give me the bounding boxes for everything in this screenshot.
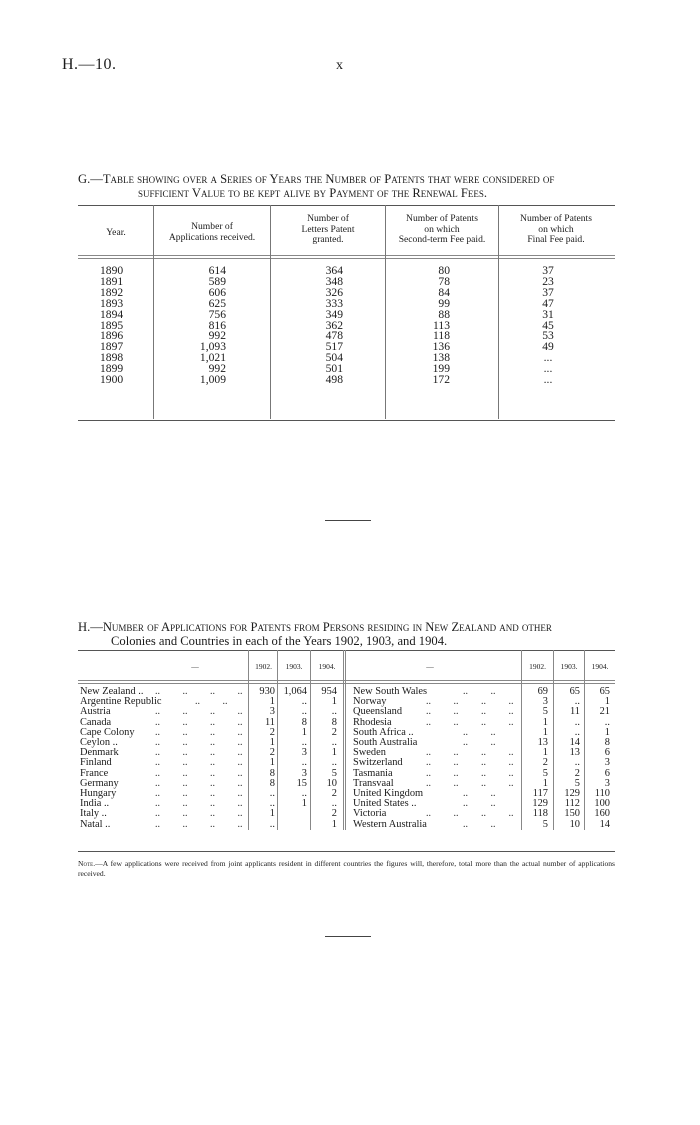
table-g-final: 49 xyxy=(542,340,554,354)
leader-dots: .. .. .. .. xyxy=(155,686,243,697)
table-g-applications: 614 xyxy=(208,264,226,277)
table-h-left-country: Argentine Republic xyxy=(80,696,162,708)
table-g-letters: 349 xyxy=(325,307,343,321)
table-h-right-country: Switzerland xyxy=(353,757,403,769)
table-g-final: ... xyxy=(543,351,553,365)
table-h-title-line1: H.—Number of Applications for Patents from Persons residing in New Zealand and other xyxy=(78,620,552,634)
table-h-left-1904: 954 xyxy=(321,686,337,697)
table-g-header-final: Number of Patents on which Final Fee paid. xyxy=(520,213,592,245)
table-g-year: 1891 xyxy=(100,274,124,288)
table-h-right-1903: 5 xyxy=(574,777,580,789)
table-g-header-letters: Number of Letters Patent granted. xyxy=(301,213,355,245)
leader-dots: .. .. .. .. xyxy=(155,818,243,830)
table-h-left-1903: .. xyxy=(301,757,307,769)
table-h-left-1904: 2 xyxy=(331,808,337,820)
table-g-year: 1893 xyxy=(100,296,124,310)
table-h-left-1903: 3 xyxy=(301,767,307,779)
table-h-divider xyxy=(343,650,344,830)
table-h-left-1904: 2 xyxy=(331,726,337,738)
table-h-right-1903: 10 xyxy=(569,818,580,830)
table-h-right-1902: 69 xyxy=(537,686,548,697)
table-g-title xyxy=(78,172,613,200)
table-h-right-1902: 5 xyxy=(542,767,548,779)
table-h-right-country: South Africa .. xyxy=(353,726,414,738)
table-h-header-1903-right: 1903. xyxy=(560,662,578,671)
table-g-header-applications: Number of Applications received. xyxy=(168,221,256,243)
table-h-right-1904: 1 xyxy=(604,726,610,738)
table-h-left-1902: .. xyxy=(269,788,275,799)
table-h-right-1904: 160 xyxy=(594,808,610,820)
table-g-header-second-term: Number of Patents on which Second-term Fee paid. xyxy=(398,213,486,245)
table-h-right-1904: 110 xyxy=(594,788,610,799)
table-g-year: 1895 xyxy=(100,318,124,332)
table-g-year: 1900 xyxy=(100,373,124,386)
table-h-right-1904: 21 xyxy=(599,706,610,718)
leader-dots: .. .. .. .. xyxy=(155,788,243,799)
table-g-header-year: Year. xyxy=(106,227,126,238)
table-g-year: 1896 xyxy=(100,329,124,343)
table-h-right-1904: 6 xyxy=(604,767,610,779)
section-divider xyxy=(325,520,371,521)
table-h-right-country: Queensland xyxy=(353,706,403,718)
leader-dots: .. .. .. .. xyxy=(155,808,243,820)
leader-dots: .. .. .. .. xyxy=(426,808,514,820)
table-h-left-1902: 3 xyxy=(269,706,275,718)
table-g-second-term: 88 xyxy=(438,307,450,321)
table-g-title-line2: sufficient Value to be kept alive by Payment of the Renewal Fees. xyxy=(138,186,488,200)
table-h-left-1902: 2 xyxy=(269,747,275,759)
table-g-year: 1892 xyxy=(100,285,124,299)
leader-dots: .. .. .. .. xyxy=(155,737,243,748)
table-g-applications: 606 xyxy=(208,285,226,299)
table-h-right-1903: .. xyxy=(574,726,580,738)
table-h-left-country: Ceylon .. xyxy=(80,737,118,748)
leader-dots: .. .. .. .. xyxy=(426,706,514,718)
table-h-right-1902: 1 xyxy=(542,726,548,738)
table-h-divider xyxy=(345,650,346,830)
table-h-left-1902: .. xyxy=(269,798,275,810)
table-h-left-country: New Zealand .. xyxy=(80,686,144,697)
table-h-header-right-dash: — xyxy=(426,662,434,671)
table-h-header-1903-left: 1903. xyxy=(285,662,303,671)
table-h-right-1903: 13 xyxy=(569,747,580,759)
table-h-right-country: Norway xyxy=(353,696,387,708)
table-h-left-country: Natal .. xyxy=(80,818,111,830)
table-h-right-1903: 2 xyxy=(574,767,580,779)
table-h-right-country: Western Australia xyxy=(353,818,427,830)
leader-dots: .. .. .. .. xyxy=(426,696,514,708)
table-h-right-country: United Kingdom xyxy=(353,788,424,799)
table-g-letters: 362 xyxy=(325,318,343,332)
table-h-left-1903: 1 xyxy=(301,726,307,738)
table-h-left-1903: .. xyxy=(301,737,307,748)
table-h-right-1903: 11 xyxy=(569,706,580,718)
table-h-left-1904: 8 xyxy=(331,716,337,728)
table-g-second-term: 199 xyxy=(432,362,450,376)
table-h-right-1904: 1 xyxy=(604,696,610,708)
table-g-applications: 1,093 xyxy=(199,340,226,354)
table-h-right-1904: 65 xyxy=(599,686,610,697)
table-h-left-1902: 2 xyxy=(269,726,275,738)
table-h-left-1902: 11 xyxy=(264,716,275,728)
table-g-second-term: 80 xyxy=(438,264,450,277)
table-g-header-rule xyxy=(78,255,615,256)
table-h-divider xyxy=(584,650,585,830)
table-h-right-1904: 8 xyxy=(604,737,610,748)
table-h-right-1904: 100 xyxy=(594,798,610,810)
table-h-right-1902: 5 xyxy=(542,706,548,718)
table-h-left-1903: 3 xyxy=(301,747,307,759)
table-h-left-1902: 930 xyxy=(259,686,275,697)
leader-dots: .. .. .. .. xyxy=(155,767,243,779)
table-h-left-1902: 1 xyxy=(269,737,275,748)
table-h-left-country: Germany xyxy=(80,777,119,789)
table-h-left-country: Italy .. xyxy=(80,808,107,820)
leader-dots: .. .. .. .. xyxy=(155,747,243,759)
table-h-left-1904: .. xyxy=(331,757,337,769)
table-h-right-country: Transvaal xyxy=(353,777,394,789)
leader-dots: .. .. xyxy=(195,696,228,708)
leader-dots: .. .. .. .. xyxy=(426,747,514,759)
table-h-divider xyxy=(310,650,311,830)
table-g-second-term: 113 xyxy=(433,318,450,332)
table-h-right-1902: 5 xyxy=(542,818,548,830)
leader-dots: .. .. .. .. xyxy=(155,757,243,769)
table-g-top-rule xyxy=(78,205,615,206)
table-g-second-term: 78 xyxy=(438,274,450,288)
table-h-left-country: Austria xyxy=(80,706,111,718)
table-h-header-1902-left: 1902. xyxy=(255,662,272,671)
table-g-applications: 756 xyxy=(208,307,226,321)
table-h-bottom-rule xyxy=(78,851,615,852)
table-h-left-1904: 2 xyxy=(331,788,337,799)
table-h-left-country: Denmark xyxy=(80,747,119,759)
leader-dots: .. .. xyxy=(463,818,496,830)
table-g-letters: 478 xyxy=(325,329,343,343)
table-h-left-1904: .. xyxy=(331,798,337,810)
leader-dots: .. .. xyxy=(463,798,496,810)
table-h-right-1904: 3 xyxy=(604,777,610,789)
table-g-final: 45 xyxy=(542,318,554,332)
table-g-final: 37 xyxy=(542,285,554,299)
table-g-final: ... xyxy=(543,362,553,376)
table-h-divider xyxy=(277,650,278,830)
table-g-year: 1898 xyxy=(100,351,124,365)
table-g-second-term: 84 xyxy=(438,285,450,299)
leader-dots: .. .. .. .. xyxy=(426,716,514,728)
table-g-divider xyxy=(498,205,499,419)
table-h-right-1902: 13 xyxy=(537,737,548,748)
table-h-right-1903: 112 xyxy=(564,798,580,810)
table-h-left-1902: 1 xyxy=(269,696,275,708)
table-h-header-1904-right: 1904. xyxy=(591,662,609,671)
leader-dots: .. .. .. .. xyxy=(426,757,514,769)
table-h-left-1903: 15 xyxy=(296,777,307,789)
table-h-left-country: France xyxy=(80,767,109,779)
table-h-right-country: Sweden xyxy=(353,747,386,759)
table-g-second-term: 136 xyxy=(432,340,450,354)
table-h-right-1904: 6 xyxy=(604,747,610,759)
table-h-left-1902: 8 xyxy=(269,767,275,779)
table-h-right-country: United States .. xyxy=(353,798,417,810)
table-g-year: 1899 xyxy=(100,362,124,376)
table-g-final: ... xyxy=(543,373,553,386)
leader-dots: .. .. .. .. xyxy=(155,716,243,728)
table-g-header-rule-2 xyxy=(78,258,615,259)
table-h-left-1902: 1 xyxy=(269,757,275,769)
table-h-right-country: South Australia xyxy=(353,737,418,748)
table-g-letters: 501 xyxy=(325,362,343,376)
leader-dots: .. .. xyxy=(463,686,496,697)
table-g-applications: 992 xyxy=(208,329,226,343)
table-h-right-1903: 65 xyxy=(569,686,580,697)
table-g-letters: 364 xyxy=(325,264,343,277)
table-g-divider xyxy=(153,205,154,419)
table-h-right-country: Victoria xyxy=(353,808,387,820)
table-h-header-1904-left: 1904. xyxy=(318,662,336,671)
table-g-final: 31 xyxy=(542,307,554,321)
table-g-final: 37 xyxy=(542,264,554,277)
table-h-left-1902: 8 xyxy=(269,777,275,789)
table-g-year: 1897 xyxy=(100,340,124,354)
table-g-title-line1: G.—Table showing over a Series of Years the Number of Patents that were considered of xyxy=(78,172,555,186)
leader-dots: .. .. .. .. xyxy=(426,777,514,789)
page-number: x xyxy=(336,58,343,73)
table-g-year: 1890 xyxy=(100,264,124,277)
table-g-divider xyxy=(270,205,271,419)
leader-dots: .. .. .. .. xyxy=(155,706,243,718)
table-h-left-country: Cape Colony xyxy=(80,726,135,738)
table-g-letters: 504 xyxy=(325,351,343,365)
table-h-title-line2: Colonies and Countries in each of the Years 1902, 1903, and 1904. xyxy=(111,634,448,648)
table-g-year: 1894 xyxy=(100,307,124,321)
table-g-applications: 625 xyxy=(208,296,226,310)
table-h-right-1902: 117 xyxy=(532,788,548,799)
table-h-right-1902: 1 xyxy=(542,777,548,789)
table-h-right-1902: 2 xyxy=(542,757,548,769)
table-h-left-1904: 1 xyxy=(331,818,337,830)
table-h-right-country: New South Wales xyxy=(353,686,428,697)
table-h-right-1904: 14 xyxy=(599,818,610,830)
table-h-left-1904: 1 xyxy=(331,696,337,708)
table-h-header-rule-2 xyxy=(78,683,615,684)
table-h-left-country: India .. xyxy=(80,798,110,810)
table-h-right-1903: .. xyxy=(574,696,580,708)
table-h-right-country: Tasmania xyxy=(353,767,393,779)
table-g-final: 47 xyxy=(542,296,554,310)
table-h-left-1902: .. xyxy=(269,818,275,830)
table-g-second-term: 172 xyxy=(432,373,450,386)
section-divider-bottom xyxy=(325,936,371,937)
table-g-divider xyxy=(385,205,386,419)
table-g-second-term: 99 xyxy=(438,296,450,310)
table-h-left-1902: 1 xyxy=(269,808,275,820)
table-h-left-1903: 1,064 xyxy=(283,686,307,697)
table-h-right-1903: .. xyxy=(574,716,580,728)
table-h-right-1903: 14 xyxy=(569,737,580,748)
table-h-left-1903: 1 xyxy=(301,798,307,810)
leader-dots: .. .. xyxy=(463,788,496,799)
table-g-applications: 1,009 xyxy=(199,373,226,386)
table-g-applications: 1,021 xyxy=(199,351,226,365)
table-g-letters: 498 xyxy=(325,373,343,386)
table-h-right-1904: 3 xyxy=(604,757,610,769)
table-h-left-1904: 1 xyxy=(331,747,337,759)
table-g-letters: 517 xyxy=(325,340,343,354)
leader-dots: .. .. xyxy=(463,726,496,738)
table-h-header-rule xyxy=(78,680,615,681)
table-h-header-left-dash: — xyxy=(191,662,199,671)
table-h-left-country: Canada xyxy=(80,716,112,728)
leader-dots: .. .. .. .. xyxy=(426,767,514,779)
leader-dots: .. .. .. .. xyxy=(155,726,243,738)
table-g-applications: 992 xyxy=(208,362,226,376)
table-g-letters: 326 xyxy=(325,285,343,299)
table-h-right-country: Rhodesia xyxy=(353,716,392,728)
table-g-bottom-rule xyxy=(78,420,615,421)
table-h-left-1903: .. xyxy=(301,788,307,799)
table-g-applications: 816 xyxy=(208,318,226,332)
table-g-final: 23 xyxy=(542,274,554,288)
leader-dots: .. .. .. .. xyxy=(155,777,243,789)
table-h-top-rule xyxy=(78,650,615,651)
table-h-left-1904: .. xyxy=(331,706,337,718)
table-h-right-1903: 150 xyxy=(564,808,580,820)
table-h-divider xyxy=(248,650,249,830)
table-g-second-term: 138 xyxy=(432,351,450,365)
table-h-right-1902: 3 xyxy=(542,696,548,708)
table-h-right-1903: 129 xyxy=(564,788,580,799)
table-h-left-1904: 10 xyxy=(326,777,337,789)
table-h-left-1903: .. xyxy=(301,696,307,708)
table-h-left-1904: .. xyxy=(331,737,337,748)
table-h-right-1902: 1 xyxy=(542,716,548,728)
table-g-second-term: 118 xyxy=(433,329,450,343)
leader-dots: .. .. xyxy=(463,737,496,748)
table-h-left-1903: 8 xyxy=(301,716,307,728)
table-h-right-1902: 1 xyxy=(542,747,548,759)
footnote: Note.—A few applications were received from joint applicants resident in different countries the figures will, therefore, total more than the actual number of applications received. xyxy=(78,859,615,878)
table-h-left-country: Finland xyxy=(80,757,112,769)
table-h-divider xyxy=(553,650,554,830)
table-h-right-1903: .. xyxy=(574,757,580,769)
table-g-final: 53 xyxy=(542,329,554,343)
table-h-left-1904: 5 xyxy=(331,767,337,779)
table-h-title xyxy=(78,620,613,648)
table-h-left-country: Hungary xyxy=(80,788,117,799)
table-h-right-1902: 118 xyxy=(532,808,548,820)
table-h-left-1903: .. xyxy=(301,706,307,718)
table-h-header-1902-right: 1902. xyxy=(529,662,546,671)
page-id: H.—10. xyxy=(62,56,117,73)
table-g-letters: 333 xyxy=(325,296,343,310)
table-h-right-1904: .. xyxy=(604,716,610,728)
table-h-right-1902: 129 xyxy=(532,798,548,810)
leader-dots: .. .. .. .. xyxy=(155,798,243,810)
table-g-letters: 348 xyxy=(325,274,343,288)
table-g-applications: 589 xyxy=(208,274,226,288)
table-h-divider xyxy=(521,650,522,830)
